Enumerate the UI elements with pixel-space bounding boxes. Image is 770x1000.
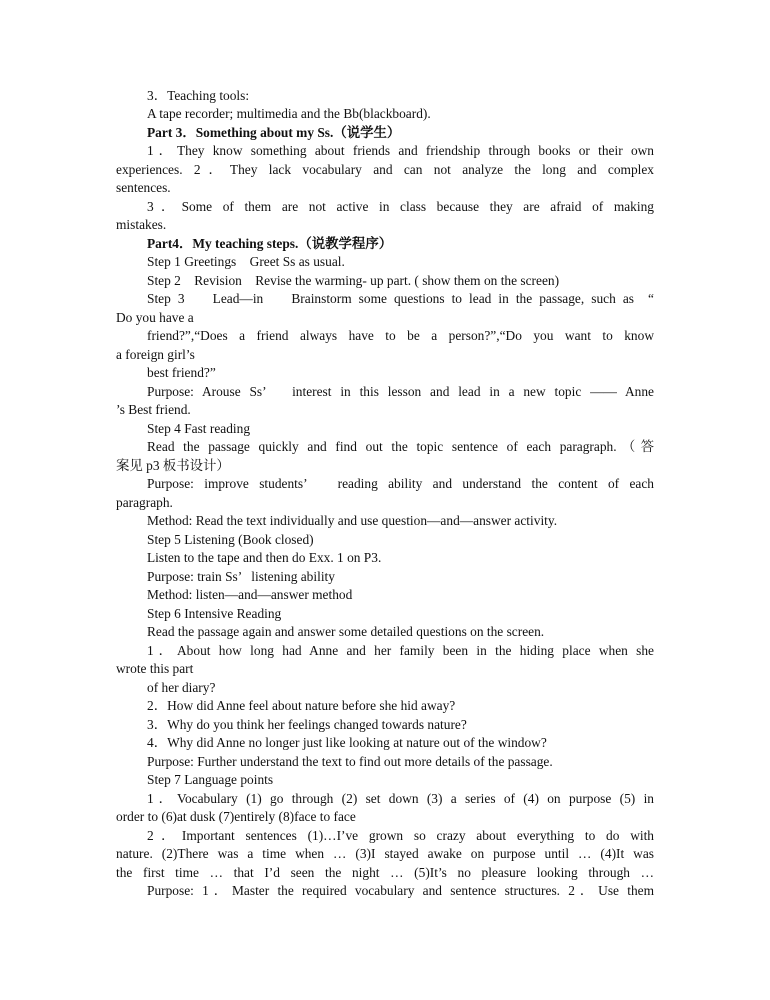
teaching-tools-heading: 3．Teaching tools: bbox=[147, 88, 250, 103]
step6-question-1-cont: wrote this part bbox=[116, 661, 194, 676]
step3-purpose: Purpose: Arouse Ss’ interest in this lesson and lead in a new topic —— Anne bbox=[147, 384, 654, 399]
step3-question-3: a foreign girl’s bbox=[116, 347, 195, 362]
step7-sentences: 2．Important sentences (1)…I’ve grown so crazy about everything to do with bbox=[147, 828, 654, 843]
step6-question-2: 2．How did Anne feel about nature before she hid away? bbox=[147, 698, 456, 713]
step2-revision: Step 2 Revision Revise the warming- up part. ( show them on the screen) bbox=[147, 273, 560, 288]
step5-method: Method: listen—and—answer method bbox=[147, 587, 353, 602]
step6-question-1: 1．About how long had Anne and her family been in the hiding place when she bbox=[147, 643, 654, 658]
step5-task: Listen to the tape and then do Exx. 1 on P3. bbox=[147, 550, 382, 565]
step6-heading: Step 6 Intensive Reading bbox=[147, 606, 282, 621]
students-point-1: 1．They know something about friends and friendship through books or their own bbox=[147, 143, 654, 158]
step3-lead-in: Step 3 Lead—in Brainstorm some questions to lead in the passage, such as “ bbox=[147, 291, 654, 306]
step7-purpose: Purpose: 1．Master the required vocabulary and sentence structures. 2．Use them bbox=[147, 883, 654, 898]
students-point-2-end: sentences. bbox=[116, 180, 171, 195]
step4-task-end: 案见 p3 板书设计） bbox=[116, 458, 230, 473]
step7-sentences-cont: nature. (2)There was a time when … (3)I stayed awake on purpose until … (4)It was bbox=[116, 846, 654, 861]
step7-heading: Step 7 Language points bbox=[147, 772, 274, 787]
students-point-3: 3．Some of them are not active in class because they are afraid of making bbox=[147, 199, 654, 214]
step4-heading: Step 4 Fast reading bbox=[147, 421, 251, 436]
step3-question-1: Do you have a bbox=[116, 310, 194, 325]
step3-question-2: friend?”,“Does a friend always have to be a person?”,“Do you want to know bbox=[147, 328, 654, 343]
step6-question-4: 4．Why did Anne no longer just like looking at nature out of the window? bbox=[147, 735, 547, 750]
step4-purpose: Purpose: improve students’ reading ability and understand the content of each bbox=[147, 476, 654, 491]
part4-heading: Part4．My teaching steps.（说教学程序） bbox=[147, 236, 393, 251]
step7-vocabulary-end: order to (6)at dusk (7)entirely (8)face to face bbox=[116, 809, 356, 824]
step6-question-1-end: of her diary? bbox=[147, 680, 216, 695]
part3-heading: Part 3．Something about my Ss.（说学生） bbox=[147, 125, 401, 140]
step5-heading: Step 5 Listening (Book closed) bbox=[147, 532, 314, 547]
step1-greetings: Step 1 Greetings Greet Ss as usual. bbox=[147, 254, 345, 269]
students-point-2: experiences. 2．They lack vocabulary and can not analyze the long and complex bbox=[116, 162, 654, 177]
step6-question-3: 3．Why do you think her feelings changed towards nature? bbox=[147, 717, 467, 732]
step4-task: Read the passage quickly and find out the topic sentence of each paragraph.（答 bbox=[147, 439, 654, 454]
step3-purpose-end: ’s Best friend. bbox=[116, 402, 191, 417]
step5-purpose: Purpose: train Ss’ listening ability bbox=[147, 569, 335, 584]
step4-purpose-end: paragraph. bbox=[116, 495, 173, 510]
teaching-tools-text: A tape recorder; multimedia and the Bb(blackboard). bbox=[147, 106, 431, 121]
step7-vocabulary: 1．Vocabulary (1) go through (2) set down (3) a series of (4) on purpose (5) in bbox=[147, 791, 654, 806]
step6-purpose: Purpose: Further understand the text to find out more details of the passage. bbox=[147, 754, 553, 769]
step7-sentences-end: the first time … that I’d seen the night … (5)It’s no pleasure looking through … bbox=[116, 865, 654, 880]
students-point-3-end: mistakes. bbox=[116, 217, 167, 232]
step4-method: Method: Read the text individually and use question—and—answer activity. bbox=[147, 513, 558, 528]
step3-question-3-end: best friend?” bbox=[147, 365, 216, 380]
step6-task: Read the passage again and answer some detailed questions on the screen. bbox=[147, 624, 545, 639]
